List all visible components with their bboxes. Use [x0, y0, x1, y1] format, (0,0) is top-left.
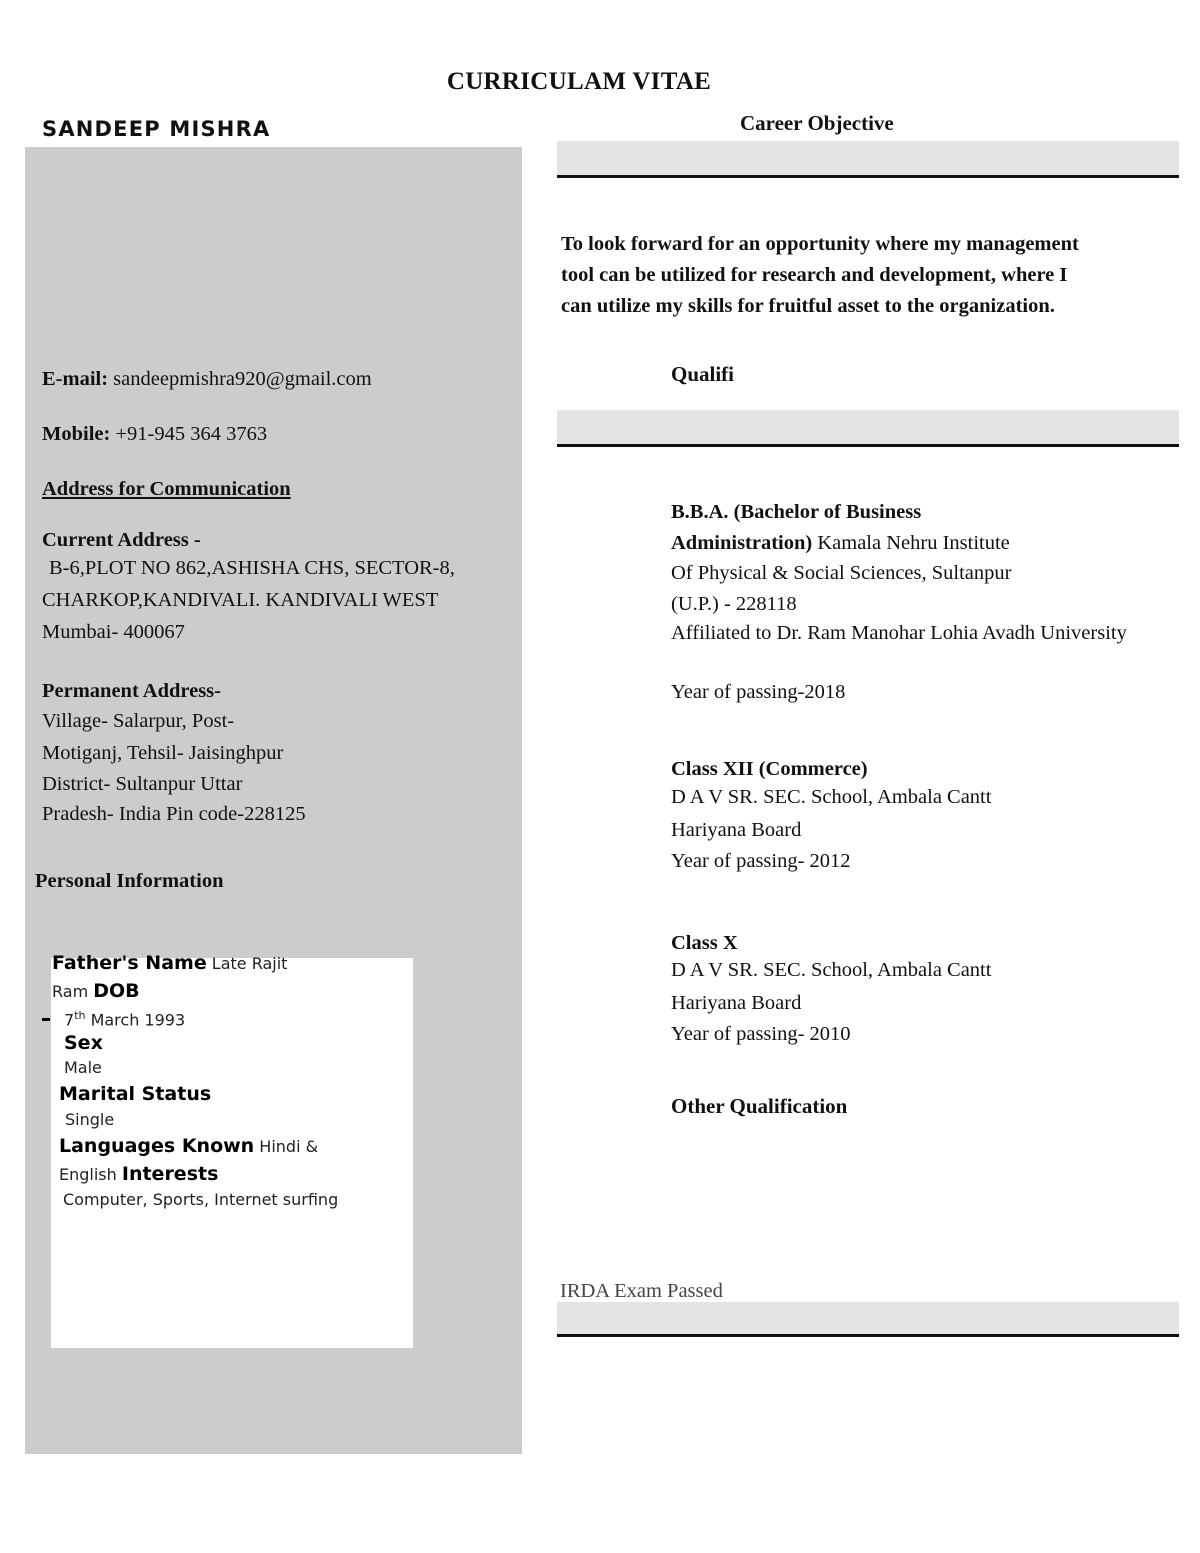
current-address-label: Current Address - — [42, 529, 201, 551]
irda-exam-text: IRDA Exam Passed — [560, 1280, 723, 1302]
document-title: CURRICULAM VITAE — [446, 68, 712, 95]
section-divider-band — [557, 410, 1179, 447]
marital-status-label: Marital Status — [59, 1083, 212, 1105]
bba-affiliation: Affiliated to Dr. Ram Manohar Lohia Avadh University — [671, 622, 1127, 644]
class10-title: Class X — [671, 932, 738, 954]
bullet-mark — [42, 1018, 50, 1021]
languages-row — [59, 1133, 318, 1160]
address-heading: Address for Communication — [42, 478, 291, 500]
permanent-address-line: District- Sultanpur Uttar — [42, 773, 243, 795]
languages-label: Languages Known — [59, 1135, 255, 1157]
dob-label: DOB — [93, 980, 140, 1002]
mobile-value: +91-945 364 3763 — [115, 423, 268, 445]
bba-title-cont: Administration) — [671, 532, 813, 554]
dob-day: 7 — [64, 1010, 75, 1030]
permanent-address-line: Village- Salarpur, Post- — [42, 710, 235, 732]
qualification-heading: Qualifi — [671, 362, 735, 386]
interests-value: Computer, Sports, Internet surfing — [63, 1190, 339, 1209]
dob-value — [64, 1003, 185, 1033]
class10-school: D A V SR. SEC. School, Ambala Cantt — [671, 959, 992, 981]
career-objective-heading: Career Objective — [740, 111, 894, 135]
career-objective-text — [561, 229, 1171, 322]
languages-value-cont: English — [59, 1165, 117, 1184]
class10-board: Hariyana Board — [671, 992, 802, 1014]
current-address-line: B-6,PLOT NO 862,ASHISHA CHS, SECTOR-8, — [49, 557, 455, 579]
class12-year: Year of passing- 2012 — [671, 850, 851, 872]
bba-line: (U.P.) - 228118 — [671, 593, 797, 615]
section-divider-band — [557, 141, 1179, 178]
permanent-address-line: Motiganj, Tehsil- Jaisinghpur — [42, 742, 284, 764]
mobile-label: Mobile: — [42, 423, 111, 445]
bba-title: B.B.A. (Bachelor of Business — [671, 501, 922, 523]
interests-label: Interests — [121, 1163, 219, 1185]
other-qualification-heading: Other Qualification — [671, 1094, 848, 1118]
email-value: sandeepmishra920@gmail.com — [113, 368, 372, 390]
dob-month-year: March 1993 — [85, 1010, 186, 1030]
candidate-name: SANDEEP MISHRA — [42, 117, 271, 141]
objective-line: tool can be utilized for research and development, where I — [561, 264, 1068, 286]
section-divider-band — [557, 1302, 1179, 1337]
current-address-line: CHARKOP,KANDIVALI. KANDIVALI WEST — [42, 589, 439, 611]
bba-institute: Kamala Nehru Institute — [812, 532, 1010, 554]
permanent-address-line: Pradesh- India Pin code-228125 — [42, 803, 306, 825]
class12-title: Class XII (Commerce) — [671, 758, 868, 780]
fathers-name-row — [52, 950, 287, 977]
mobile-line — [42, 419, 267, 449]
class12-school: D A V SR. SEC. School, Ambala Cantt — [671, 786, 992, 808]
sex-label-row — [64, 1030, 103, 1057]
interests-row — [59, 1161, 218, 1188]
permanent-address-label: Permanent Address- — [42, 680, 221, 702]
current-address-line: Mumbai- 400067 — [42, 621, 185, 643]
bba-line: Of Physical & Social Sciences, Sultanpur — [671, 562, 1012, 584]
dob-suffix: th — [74, 1009, 86, 1022]
dob-row — [52, 978, 140, 1005]
fathers-name-value-cont: Ram — [52, 982, 89, 1001]
personal-info-heading: Personal Information — [35, 870, 224, 892]
marital-status-value: Single — [65, 1110, 115, 1129]
fathers-name-label: Father's Name — [52, 952, 207, 974]
marital-label-row — [59, 1081, 211, 1108]
objective-line: can utilize my skills for fruitful asset to the organization. — [561, 295, 1055, 317]
objective-line: To look forward for an opportunity where my management — [561, 233, 1079, 255]
bba-line — [671, 528, 1010, 559]
sex-label: Sex — [64, 1032, 103, 1054]
languages-value: Hindi & — [259, 1137, 319, 1156]
fathers-name-value: Late Rajit — [211, 954, 288, 973]
email-line — [42, 364, 372, 394]
bba-year: Year of passing-2018 — [671, 681, 846, 703]
email-label: E-mail: — [42, 368, 109, 390]
class12-board: Hariyana Board — [671, 819, 802, 841]
class10-year: Year of passing- 2010 — [671, 1023, 851, 1045]
sex-value: Male — [64, 1058, 102, 1077]
